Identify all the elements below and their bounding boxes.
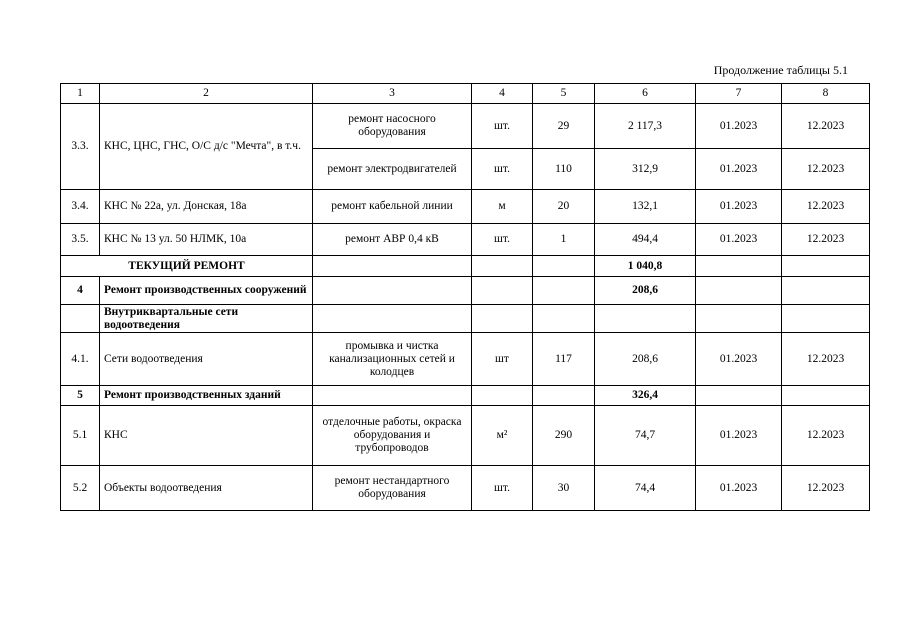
unit: шт. bbox=[472, 466, 533, 511]
unit: шт. bbox=[472, 149, 533, 190]
repair-plan-table bbox=[60, 83, 870, 511]
table-row bbox=[61, 224, 870, 256]
quantity: 110 bbox=[533, 149, 595, 190]
end-date: 12.2023 bbox=[782, 190, 870, 224]
object-name: Сети водоотведения bbox=[100, 333, 313, 386]
section-number: 4 bbox=[61, 277, 100, 305]
quantity: 290 bbox=[533, 406, 595, 466]
quantity: 29 bbox=[533, 104, 595, 149]
end-date: 12.2023 bbox=[782, 333, 870, 386]
end-date: 12.2023 bbox=[782, 466, 870, 511]
end-date: 12.2023 bbox=[782, 149, 870, 190]
start-date: 01.2023 bbox=[696, 224, 782, 256]
table-caption: Продолжение таблицы 5.1 bbox=[713, 63, 848, 77]
col-header-8: 8 bbox=[782, 84, 870, 104]
cost: 74,7 bbox=[595, 406, 696, 466]
start-date: 01.2023 bbox=[696, 466, 782, 511]
quantity: 20 bbox=[533, 190, 595, 224]
quantity: 1 bbox=[533, 224, 595, 256]
table-row bbox=[61, 190, 870, 224]
section-row bbox=[61, 386, 870, 406]
col-header-2: 2 bbox=[100, 84, 313, 104]
row-number: 5.1 bbox=[61, 406, 100, 466]
subsection-title: Внутриквартальные сети водоотведения bbox=[100, 305, 313, 333]
unit: шт. bbox=[472, 104, 533, 149]
work-type: ремонт электродвигателей bbox=[313, 149, 472, 190]
unit: шт. bbox=[472, 224, 533, 256]
end-date: 12.2023 bbox=[782, 406, 870, 466]
start-date: 01.2023 bbox=[696, 406, 782, 466]
current-repair-label: ТЕКУЩИЙ РЕМОНТ bbox=[61, 256, 313, 277]
quantity: 117 bbox=[533, 333, 595, 386]
start-date: 01.2023 bbox=[696, 104, 782, 149]
row-number: 4.1. bbox=[61, 333, 100, 386]
table-row bbox=[61, 104, 870, 149]
cost: 74,4 bbox=[595, 466, 696, 511]
section-total: 326,4 bbox=[595, 386, 696, 406]
table-row bbox=[61, 406, 870, 466]
col-header-3: 3 bbox=[313, 84, 472, 104]
section-number: 5 bbox=[61, 386, 100, 406]
quantity: 30 bbox=[533, 466, 595, 511]
work-type: ремонт насосного оборудования bbox=[313, 104, 472, 149]
unit: шт bbox=[472, 333, 533, 386]
cost: 132,1 bbox=[595, 190, 696, 224]
col-header-6: 6 bbox=[595, 84, 696, 104]
section-title: Ремонт производственных зданий bbox=[100, 386, 313, 406]
row-number: 5.2 bbox=[61, 466, 100, 511]
col-header-7: 7 bbox=[696, 84, 782, 104]
work-type: ремонт АВР 0,4 кВ bbox=[313, 224, 472, 256]
work-type: промывка и чистка канализационных сетей и колодцев bbox=[313, 333, 472, 386]
object-name: КНС № 22а, ул. Донская, 18а bbox=[100, 190, 313, 224]
current-repair-total: 1 040,8 bbox=[595, 256, 696, 277]
work-type: отделочные работы, окраска оборудования и трубопроводов bbox=[313, 406, 472, 466]
object-name: Объекты водоотведения bbox=[100, 466, 313, 511]
unit: м bbox=[472, 190, 533, 224]
section-total: 208,6 bbox=[595, 277, 696, 305]
table-row bbox=[61, 466, 870, 511]
object-name: КНС № 13 ул. 50 НЛМК, 10а bbox=[100, 224, 313, 256]
unit: м² bbox=[472, 406, 533, 466]
section-title: Ремонт производственных сооружений bbox=[100, 277, 313, 305]
start-date: 01.2023 bbox=[696, 149, 782, 190]
cost: 2 117,3 bbox=[595, 104, 696, 149]
row-number: 3.3. bbox=[61, 104, 100, 190]
cost: 208,6 bbox=[595, 333, 696, 386]
object-name: КНС, ЦНС, ГНС, О/С д/с "Мечта", в т.ч. bbox=[100, 104, 313, 190]
col-header-4: 4 bbox=[472, 84, 533, 104]
summary-row bbox=[61, 256, 870, 277]
row-number: 3.5. bbox=[61, 224, 100, 256]
work-type: ремонт кабельной линии bbox=[313, 190, 472, 224]
start-date: 01.2023 bbox=[696, 190, 782, 224]
start-date: 01.2023 bbox=[696, 333, 782, 386]
object-name: КНС bbox=[100, 406, 313, 466]
work-type: ремонт нестандартного оборудования bbox=[313, 466, 472, 511]
table-row bbox=[61, 333, 870, 386]
col-header-1: 1 bbox=[61, 84, 100, 104]
subsection-row bbox=[61, 305, 870, 333]
end-date: 12.2023 bbox=[782, 104, 870, 149]
col-header-5: 5 bbox=[533, 84, 595, 104]
cost: 312,9 bbox=[595, 149, 696, 190]
section-row bbox=[61, 277, 870, 305]
end-date: 12.2023 bbox=[782, 224, 870, 256]
cost: 494,4 bbox=[595, 224, 696, 256]
header-row bbox=[61, 84, 870, 104]
row-number: 3.4. bbox=[61, 190, 100, 224]
